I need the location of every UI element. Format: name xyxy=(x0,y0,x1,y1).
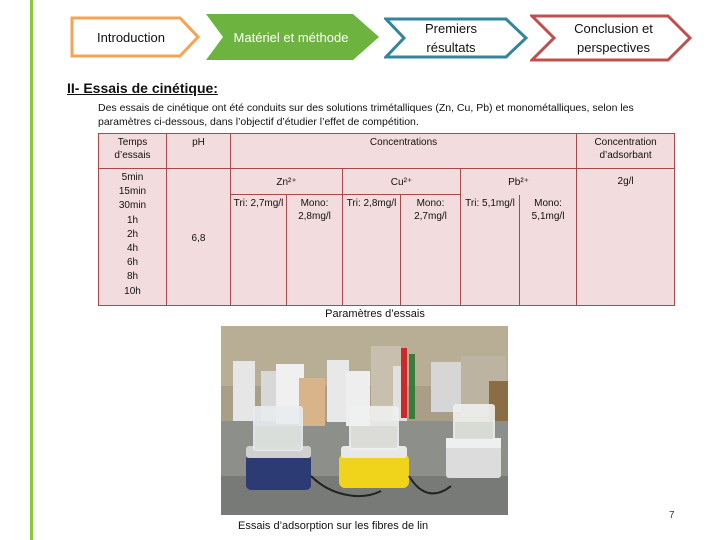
tab-introduction-label: Introduction xyxy=(97,29,165,45)
tab-conclusion-perspectives[interactable] xyxy=(530,14,693,62)
metal-cu: Cu²⁺ xyxy=(343,169,461,195)
adsorbant-value: 2g/l xyxy=(577,169,675,306)
tab-conclusion-perspectives-label: Conclusion et perspectives xyxy=(574,21,653,55)
left-accent-bar xyxy=(30,0,33,540)
photo-caption: Essais d’adsorption sur les fibres de lin xyxy=(238,520,429,532)
lab-photo xyxy=(221,326,508,515)
time-value: 2h xyxy=(126,228,139,240)
header-concentrations: Concentrations xyxy=(231,134,577,169)
parameters-table xyxy=(98,133,675,306)
tab-premiers-resultats[interactable] xyxy=(384,17,529,59)
time-value: 4h xyxy=(126,243,139,255)
metal-zn: Zn²⁺ xyxy=(231,169,343,195)
header-time: Temps d’essais xyxy=(99,134,167,169)
header-adsorbant: Concentration d’adsorbant xyxy=(577,134,675,169)
section-title: II- Essais de cinétique: xyxy=(67,80,218,96)
tab-introduction[interactable] xyxy=(70,16,200,58)
tab-materiel-methode-label: Matériel et méthode xyxy=(233,29,349,45)
pb-mono: Mono: 5,1mg/l xyxy=(520,195,577,306)
page-number: 7 xyxy=(669,510,675,521)
tab-materiel-methode[interactable] xyxy=(205,13,380,61)
table-caption: Paramètres d’essais xyxy=(325,308,425,320)
time-value: 15min xyxy=(118,186,147,198)
time-value: 1h xyxy=(126,214,139,226)
header-ph: pH xyxy=(167,134,231,169)
zn-mono: Mono: 2,8mg/l xyxy=(287,195,343,306)
time-value: 6h xyxy=(126,257,139,269)
zn-tri: Tri: 2,7mg/l xyxy=(231,195,287,306)
tab-premiers-resultats-label: Premiers résultats xyxy=(424,21,477,55)
cu-mono: Mono: 2,7mg/l xyxy=(401,195,461,306)
time-value: 5min xyxy=(121,172,144,183)
times-cell xyxy=(99,169,167,306)
time-value: 10h xyxy=(124,285,141,297)
ph-value: 6,8 xyxy=(167,169,231,306)
pb-tri: Tri: 5,1mg/l xyxy=(461,195,520,306)
time-value: 30min xyxy=(118,200,147,212)
cu-tri: Tri: 2,8mg/l xyxy=(343,195,401,306)
metal-pb: Pb²⁺ xyxy=(461,169,577,195)
time-value: 8h xyxy=(126,271,139,283)
intro-paragraph: Des essais de cinétique ont été conduits sur des solutions trimétalliques (Zn, Cu, Pb) et monométalliques, selon les paramètres ci-dessous, dans l’objectif d’étudier l’effet de compétition. xyxy=(98,102,634,128)
